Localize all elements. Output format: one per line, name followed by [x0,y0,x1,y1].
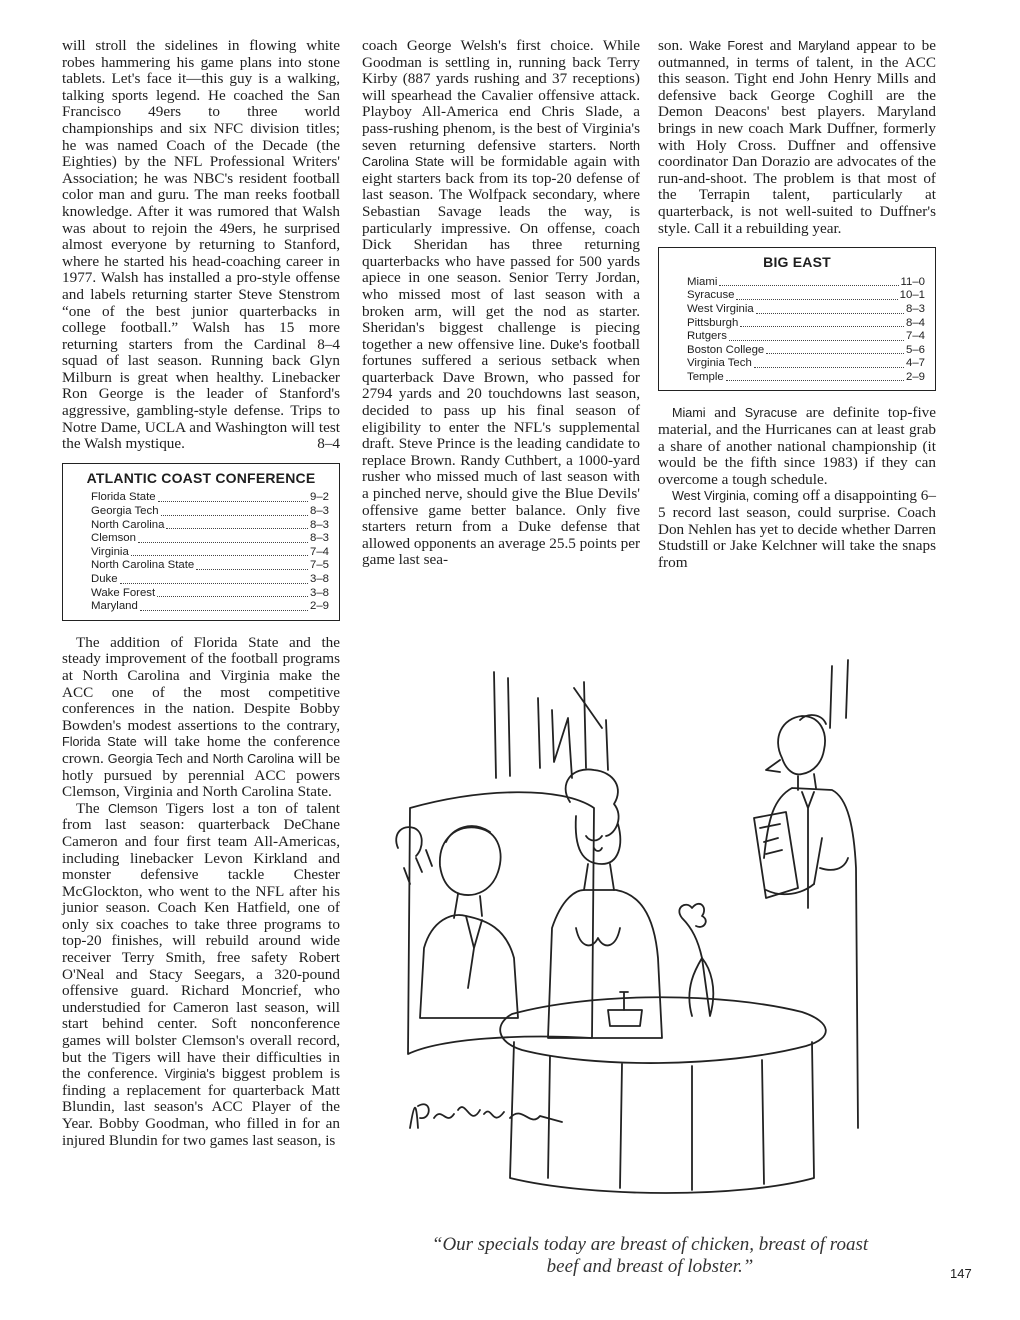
paragraph-virginia-ncstate-duke: coach George Welsh's first choice. While Goodman is settling in, running back Terry Kirby (887 yards rushing and 37 receptions) will spearhead the Cavalier offensive attack. Playboy All-America end Chris Slade, a pass-rushing phenom, is the best of Virginia's seven returning defensive starters. North Carolina State will be formidable again with eight starters back from its top-20 defense of last season. The Wolfpack secondary, where Sebastian Savage leads the way, is particularly impressive. On offense, coach Dick Sheridan has three returning quarterbacks who have passed for 500 yards apiece in one season. Senior Terry Jordan, who missed most of last season with a broken arm, will get the nod as starter. Sheridan's biggest challenge is piecing together a new offensive line. Duke's football fortunes suffered a serious setback when quarterback Dave Brown, who passed for 2794 yards and 20 touchdowns last season, decided to pass up his final season of eligibility to enter the NFL's supplemental draft. Steve Prince is the leading candidate to replace Brown. Randy Cuthbert, a 1000-yard rusher who missed much of last season with a pinched nerve, should give the Blue Devils' offensive game better balance. Only five starters return from a Duke defense that allowed opponents an average 25.5 points per game last sea- [362,37,640,569]
cartoon-signature: Rolston [408,1158,412,1159]
big-east-table-team: Boston College [687,343,765,356]
big-east-table-record: 11–0 [900,275,925,288]
page-number: 147 [950,1266,972,1281]
big-east-table-row [687,357,925,371]
acc-standings-table [62,463,340,621]
paragraph-west-virginia: West Virginia, coming off a disappointing 6–5 record last season, could surprise. Coach Don Nehlen has yet to decide whether Darren Studstill or Jake Kelchner will take the snaps from [658,487,936,571]
big-east-table-title: BIG EAST [763,254,831,271]
acc-table-row [91,505,329,519]
dot-leader [158,491,308,502]
dot-leader [120,573,308,584]
column-2 [362,38,640,569]
big-east-table-row [687,317,925,331]
acc-table-team: Georgia Tech [91,505,159,518]
big-east-table-row [687,276,925,290]
acc-table-team: Clemson [91,532,136,545]
big-east-table-team: Temple [687,370,724,383]
dot-leader [726,371,904,382]
paragraph-wake-maryland: son. Wake Forest and Maryland appear to be outmanned, in terms of talent, in the ACC this season. Tight end John Henry Mills and defensive back George Coghill are the Demon Deacons' best players. Maryland brings in new coach Mark Duffner, formerly with Holy Cross. Duffner and offensive coordinator Dan Dorazio are advocates of the run-and-shoot. The problem is that most of the Terrapin talent, particularly at quarterback, is not well-suited to Duffner's style. Call it a rebuilding year. [658,37,936,237]
dot-leader [754,357,904,368]
acc-table-record: 8–3 [309,518,329,531]
big-east-table-row [687,330,925,344]
acc-table-team: Virginia [91,545,129,558]
big-east-table-team: Virginia Tech [687,357,752,370]
big-east-table-row [687,371,925,385]
acc-table-team: Florida State [91,491,156,504]
big-east-table-team: West Virginia [687,302,754,315]
cartoon-caption: “Our specials today are breast of chicken, breast of roast beef and breast of lobster.” [431,1234,869,1277]
acc-table-team: North Carolina [91,518,165,531]
big-east-table-record: 7–4 [905,330,925,343]
big-east-table-row [687,344,925,358]
acc-table-record: 3–8 [309,586,329,599]
acc-table-record: 3–8 [309,573,329,585]
paragraph-stanford: will stroll the sidelines in flowing white robes hammering his game plans into stone tablets. Let's face it—this guy is a walking, talking sports legend. He coached the San Francisco 49ers to three world championships and six NFC division titles; he was named Coach of the Decade (the Eighties) by the NFL Professional Writers' Association; he was NBC's resident football color man and guru. The man reeks football knowledge. After it was rumored that Walsh was about to rejoin the 49ers, he surprised almost everyone by returning to Stanford, where he started his head-coaching career in 1977. Walsh has installed a pro-style offense and labels returning starter Steve Stenstrom “one of the best junior quarterbacks in college football.” Walsh has 15 more returning starters from the Cardinal 8–4 squad of last season. Running back Glyn Milburn is great when healthy. Linebacker Ron George is the leader of Stanford's aggressive, gambling-style defense. Trips to Notre Dame, UCLA and Washington will test the Walsh mystique. 8–4 [62,37,340,453]
acc-table-rows [73,491,329,613]
column-3 [658,38,936,571]
acc-table-row [91,600,329,614]
dot-leader [157,587,308,598]
dot-leader [719,276,898,287]
dot-leader [740,317,904,328]
big-east-table-rows [669,276,925,385]
acc-table-record: 8–3 [309,532,329,545]
big-east-table-record: 5–6 [905,343,925,356]
dot-leader [756,303,904,314]
acc-table-record: 7–4 [309,545,329,558]
acc-table-row [91,491,329,505]
big-east-table-team: Pittsburgh [687,316,739,329]
column-1 [62,38,340,1149]
big-east-table-record: 8–4 [905,316,925,329]
big-east-table-team: Miami [687,275,718,288]
acc-table-team: Duke [91,573,118,585]
big-east-table-record: 2–9 [905,370,925,383]
acc-table-row [91,573,329,587]
big-east-table-record: 10–1 [899,289,925,302]
big-east-standings-table [658,247,936,391]
dot-leader [166,519,308,530]
acc-table-title: ATLANTIC COAST CONFERENCE [86,469,316,486]
restaurant-cartoon-illustration [362,658,958,1218]
big-east-table-row [687,303,925,317]
dot-leader [196,559,308,570]
big-east-table-team: Syracuse [687,289,735,302]
acc-table-row [91,546,329,560]
acc-table-row [91,532,329,546]
paragraph-clemson: The Clemson Tigers lost a ton of talent from last season: quarterback DeChane Cameron and four first team All-Americas, including linebacker Levon Kirkland and monster defensive tackle Chester McGlockton, who went to the NFL after his junior season. Coach Ken Hatfield, one of only six coaches to take three programs to top-20 finishes, will rebuild around wide receiver Terry Smith, free safety Robert O'Neal and Stacy Seegars, a 320-pound offensive guard. Richard Moncrief, who understudied for Cameron last season, will start behind center. Soft nonconference games will bolster Clemson's overall record, but the Tigers will have their difficulties in the conference. Virginia's biggest problem is finding a replacement for quarterback Matt Blundin, last season's ACC Player of the Year. Bobby Goodman, who filled in for an injured Blundin for two games last season, is [62,799,341,1149]
acc-table-row [91,559,329,573]
big-east-table-record: 8–3 [905,302,925,315]
acc-table-team: Wake Forest [91,586,156,599]
stanford-record: 8–4 [317,435,340,453]
acc-table-record: 9–2 [309,491,329,504]
big-east-table-record: 4–7 [905,357,925,370]
paragraph-miami-syracuse: Miami and Syracuse are definite top-five material, and the Hurricanes can at least grab a share of another national championship (it would be the fifth since 1983) if they can overcome a tough schedule. [658,404,936,488]
acc-table-team: Maryland [91,600,138,613]
acc-table-record: 7–5 [309,559,329,572]
dot-leader [140,600,308,611]
acc-table-row [91,587,329,601]
dot-leader [161,505,308,516]
dot-leader [138,532,308,543]
acc-table-record: 2–9 [309,600,329,613]
dot-leader [131,546,308,557]
acc-table-record: 8–3 [309,505,329,518]
dot-leader [736,289,897,300]
paragraph-acc-intro: The addition of Florida State and the steady improvement of the football programs at North Carolina and Virginia make the ACC one of the most competitive conferences in the nation. Despite Bobby Bowden's modest assertions to the contrary, Florida State will take home the conference crown. Georgia Tech and North Carolina will be hotly pursued by perennial ACC powers Clemson, Virginia and North Carolina State. [62,633,341,801]
dot-leader [766,344,904,355]
big-east-table-row [687,289,925,303]
acc-table-team: North Carolina State [91,559,195,572]
big-east-table-team: Rutgers [687,330,727,343]
acc-table-row [91,519,329,533]
dot-leader [729,330,904,341]
